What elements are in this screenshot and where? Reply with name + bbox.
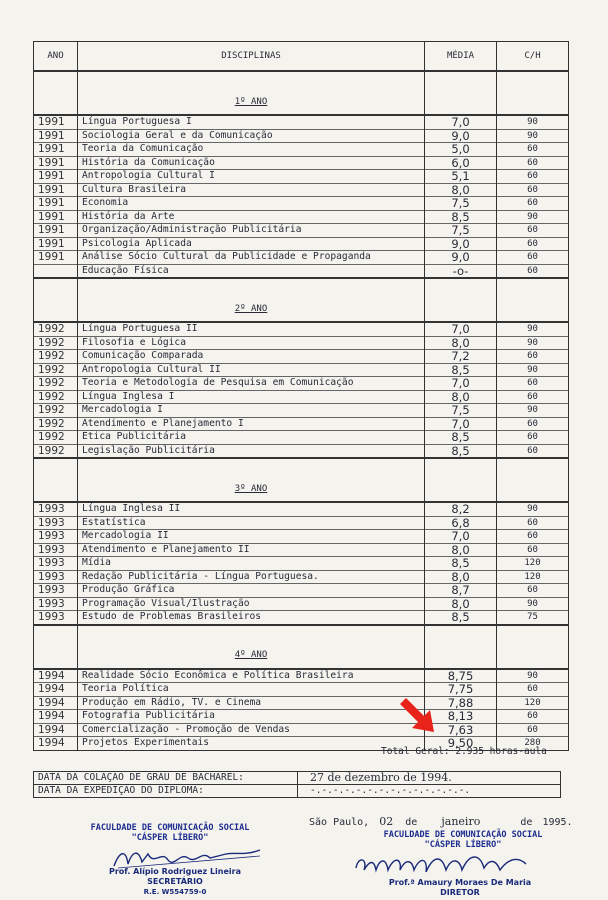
- row-subject: Produção em Rádio, TV. e Cinema: [78, 696, 425, 710]
- row-year: 1992: [34, 404, 78, 418]
- row-grade: 7,0: [425, 115, 497, 129]
- row-grade: 9,0: [425, 251, 497, 265]
- row-subject: Análise Sócio Cultural da Publicidade e Propaganda: [78, 251, 425, 265]
- row-subject: Psicologia Aplicada: [78, 237, 425, 251]
- table-row: [34, 156, 569, 170]
- left-stamp: [70, 823, 270, 843]
- row-hours: 280: [497, 737, 569, 751]
- row-hours: 60: [497, 431, 569, 445]
- row-hours: 60: [497, 264, 569, 278]
- row-grade: 8,2: [425, 502, 497, 516]
- row-subject: Mídia: [78, 557, 425, 571]
- row-year: 1993: [34, 611, 78, 625]
- table-row: [34, 683, 569, 697]
- row-grade: 8,0: [425, 597, 497, 611]
- row-hours: 60: [497, 683, 569, 697]
- row-subject: Estatística: [78, 516, 425, 530]
- table-row: [34, 530, 569, 544]
- row-grade: 8,0: [425, 390, 497, 404]
- section-title: 2º ANO: [78, 278, 425, 322]
- row-grade: 8,75: [425, 669, 497, 683]
- row-year: 1991: [34, 129, 78, 143]
- right-signer-role: DIRETOR: [440, 888, 480, 897]
- row-year: 1993: [34, 530, 78, 544]
- row-year: 1993: [34, 502, 78, 516]
- row-subject: Educação Física: [78, 264, 425, 278]
- row-grade: 8,5: [425, 444, 497, 458]
- table-row: [34, 129, 569, 143]
- row-year: 1993: [34, 597, 78, 611]
- row-grade: 9,50: [425, 737, 497, 751]
- row-hours: 120: [497, 570, 569, 584]
- right-signature: [350, 850, 550, 880]
- section-grade-cell: [425, 458, 497, 502]
- row-year: 1994: [34, 696, 78, 710]
- row-year: 1992: [34, 350, 78, 364]
- row-hours: 120: [497, 696, 569, 710]
- section-grade-cell: [425, 278, 497, 322]
- section-hours-cell: [497, 625, 569, 669]
- row-subject: Teoria e Metodologia de Pesquisa em Comunicação: [78, 377, 425, 391]
- left-stamp-line1: FACULDADE DE COMUNICAÇÃO SOCIAL: [90, 823, 250, 833]
- section-year-cell: [34, 71, 78, 115]
- place-de2: de: [520, 817, 533, 828]
- row-subject: Mercadologia I: [78, 404, 425, 418]
- row-subject: Teoria Política: [78, 683, 425, 697]
- row-subject: Atendimento e Planejamento II: [78, 543, 425, 557]
- left-stamp-line2: "CÁSPER LÍBERO": [131, 833, 209, 843]
- row-year: 1991: [34, 170, 78, 184]
- row-subject: Língua Inglesa I: [78, 390, 425, 404]
- row-grade: 8,13: [425, 710, 497, 724]
- row-hours: 60: [497, 417, 569, 431]
- right-stamp-line1: FACULDADE DE COMUNICAÇÃO SOCIAL: [383, 830, 543, 840]
- row-hours: 60: [497, 377, 569, 391]
- row-year: 1993: [34, 557, 78, 571]
- row-subject: Produção Gráfica: [78, 584, 425, 598]
- table-row: [34, 723, 569, 737]
- table-row: [34, 710, 569, 724]
- row-grade: 7,5: [425, 197, 497, 211]
- row-grade: 5,0: [425, 143, 497, 157]
- row-hours: 60: [497, 237, 569, 251]
- row-subject: Organização/Administração Publicitária: [78, 224, 425, 238]
- table-row: [34, 377, 569, 391]
- row-subject: Sociologia Geral e da Comunicação: [78, 129, 425, 143]
- row-hours: 120: [497, 557, 569, 571]
- row-subject: Economia: [78, 197, 425, 211]
- row-hours: 90: [497, 404, 569, 418]
- header-year: ANO: [34, 42, 78, 72]
- row-year: 1991: [34, 183, 78, 197]
- row-year: 1994: [34, 737, 78, 751]
- row-grade: 7,63: [425, 723, 497, 737]
- section-header-row: [34, 458, 569, 502]
- row-grade: 7,0: [425, 530, 497, 544]
- row-hours: 60: [497, 390, 569, 404]
- row-grade: 7,0: [425, 417, 497, 431]
- row-grade: 7,0: [425, 377, 497, 391]
- table-row: [34, 696, 569, 710]
- place-year: 1995.: [542, 817, 573, 828]
- table-row: [34, 390, 569, 404]
- table-row: [34, 210, 569, 224]
- table-row: [34, 264, 569, 278]
- row-grade: 7,88: [425, 696, 497, 710]
- row-subject: Estudo de Problemas Brasileiros: [78, 611, 425, 625]
- table-row: [34, 611, 569, 625]
- row-hours: 60: [497, 350, 569, 364]
- graduation-date-row: [34, 772, 561, 785]
- table-row: [34, 570, 569, 584]
- row-hours: 60: [497, 224, 569, 238]
- section-year-cell: [34, 625, 78, 669]
- row-hours: 90: [497, 210, 569, 224]
- row-grade: 7,0: [425, 322, 497, 336]
- section-header-row: [34, 71, 569, 115]
- row-year: 1991: [34, 251, 78, 265]
- header-hours: C/H: [497, 42, 569, 72]
- row-year: 1991: [34, 115, 78, 129]
- row-hours: 60: [497, 530, 569, 544]
- section-title: 1º ANO: [78, 71, 425, 115]
- row-year: 1994: [34, 723, 78, 737]
- row-subject: História da Arte: [78, 210, 425, 224]
- row-hours: 90: [497, 115, 569, 129]
- left-signer-role: SECRETÁRIO: [147, 877, 203, 886]
- section-hours-cell: [497, 278, 569, 322]
- row-grade: 8,7: [425, 584, 497, 598]
- header-subject: DISCIPLINAS: [78, 42, 425, 72]
- table-row: [34, 502, 569, 516]
- table-row: [34, 444, 569, 458]
- table-row: [34, 322, 569, 336]
- dates-table: [33, 771, 561, 798]
- row-year: 1994: [34, 669, 78, 683]
- table-row: [34, 404, 569, 418]
- place-day: 02: [379, 815, 394, 828]
- row-year: 1994: [34, 710, 78, 724]
- table-row: [34, 183, 569, 197]
- row-year: 1991: [34, 224, 78, 238]
- row-year: 1993: [34, 516, 78, 530]
- left-signer: [75, 867, 275, 897]
- section-header-row: [34, 278, 569, 322]
- row-hours: 60: [497, 723, 569, 737]
- row-hours: 60: [497, 156, 569, 170]
- right-stamp: [363, 830, 563, 850]
- table-row: [34, 543, 569, 557]
- row-year: 1992: [34, 431, 78, 445]
- row-year: 1992: [34, 377, 78, 391]
- right-signer: [360, 878, 560, 898]
- diploma-date-value: -.-.-.-.-.-.-.-.-.-.-.-.-.-.: [298, 785, 561, 798]
- row-year: 1992: [34, 417, 78, 431]
- row-grade: 8,0: [425, 543, 497, 557]
- table-row: [34, 237, 569, 251]
- table-row: [34, 584, 569, 598]
- row-grade: 8,0: [425, 336, 497, 350]
- place-de1: de: [405, 817, 418, 828]
- header-grade: MÉDIA: [425, 42, 497, 72]
- row-subject: Língua Inglesa II: [78, 502, 425, 516]
- diploma-date-label: DATA DA EXPEDIÇÃO DO DIPLOMA:: [34, 785, 298, 798]
- place-date: [309, 815, 573, 828]
- row-hours: 90: [497, 129, 569, 143]
- row-year: 1991: [34, 156, 78, 170]
- table-row: [34, 417, 569, 431]
- row-hours: 90: [497, 363, 569, 377]
- row-grade: 8,5: [425, 210, 497, 224]
- row-year: 1993: [34, 543, 78, 557]
- row-grade: 8,5: [425, 611, 497, 625]
- section-grade-cell: [425, 625, 497, 669]
- row-subject: Projetos Experimentais: [78, 737, 425, 751]
- row-hours: 90: [497, 502, 569, 516]
- row-hours: 60: [497, 197, 569, 211]
- section-year-cell: [34, 278, 78, 322]
- table-row: [34, 197, 569, 211]
- row-hours: 60: [497, 584, 569, 598]
- row-subject: Antropologia Cultural II: [78, 363, 425, 377]
- row-year: 1991: [34, 237, 78, 251]
- row-grade: -o-: [425, 264, 497, 278]
- row-grade: 9,0: [425, 237, 497, 251]
- table-header-row: [34, 42, 569, 72]
- section-title: 3º ANO: [78, 458, 425, 502]
- row-subject: Língua Portuguesa I: [78, 115, 425, 129]
- row-year: 1994: [34, 683, 78, 697]
- diploma-date-row: [34, 785, 561, 798]
- row-subject: Teoria da Comunicação: [78, 143, 425, 157]
- graduation-date-value: 27 de dezembro de 1994.: [298, 772, 561, 785]
- row-grade: 8,0: [425, 183, 497, 197]
- row-hours: 90: [497, 322, 569, 336]
- right-stamp-line2: "CÁSPER LÍBERO": [424, 840, 502, 850]
- row-grade: 6,8: [425, 516, 497, 530]
- table-body: [34, 71, 569, 750]
- row-hours: 60: [497, 170, 569, 184]
- table-row: [34, 669, 569, 683]
- left-signer-id: R.E. W554759-0: [143, 888, 207, 896]
- row-hours: 60: [497, 183, 569, 197]
- row-subject: Redação Publicitária - Língua Portuguesa.: [78, 570, 425, 584]
- row-subject: Cultura Brasileira: [78, 183, 425, 197]
- row-grade: 9,0: [425, 129, 497, 143]
- section-hours-cell: [497, 458, 569, 502]
- table-row: [34, 170, 569, 184]
- row-grade: 8,0: [425, 570, 497, 584]
- row-subject: História da Comunicação: [78, 156, 425, 170]
- row-hours: 60: [497, 444, 569, 458]
- row-hours: 60: [497, 710, 569, 724]
- row-year: 1993: [34, 570, 78, 584]
- row-grade: 7,2: [425, 350, 497, 364]
- row-subject: Atendimento e Planejamento I: [78, 417, 425, 431]
- row-hours: 60: [497, 143, 569, 157]
- row-year: [34, 264, 78, 278]
- total-hours: Total Geral: 2.935 horas-aula: [381, 746, 547, 757]
- section-title: 4º ANO: [78, 625, 425, 669]
- section-grade-cell: [425, 71, 497, 115]
- row-year: 1992: [34, 322, 78, 336]
- row-hours: 60: [497, 543, 569, 557]
- table-row: [34, 336, 569, 350]
- row-year: 1992: [34, 444, 78, 458]
- row-year: 1992: [34, 390, 78, 404]
- section-hours-cell: [497, 71, 569, 115]
- red-arrow-icon: [398, 696, 438, 734]
- row-subject: Comunicação Comparada: [78, 350, 425, 364]
- row-subject: Filosofia e Lógica: [78, 336, 425, 350]
- table-row: [34, 251, 569, 265]
- row-hours: 90: [497, 669, 569, 683]
- row-subject: Mercadologia II: [78, 530, 425, 544]
- right-signer-name: Prof.ª Amaury Moraes De Maria: [388, 878, 532, 887]
- row-subject: Programação Visual/Ilustração: [78, 597, 425, 611]
- section-year-cell: [34, 458, 78, 502]
- table-row: [34, 431, 569, 445]
- place-month: janeiro: [441, 815, 481, 828]
- grades-table: [33, 41, 569, 751]
- row-grade: 7,75: [425, 683, 497, 697]
- row-grade: 6,0: [425, 156, 497, 170]
- graduation-date-label: DATA DA COLAÇÃO DE GRAU DE BACHAREL:: [34, 772, 298, 785]
- row-grade: 8,5: [425, 363, 497, 377]
- row-year: 1991: [34, 143, 78, 157]
- row-grade: 8,5: [425, 431, 497, 445]
- row-grade: 5,1: [425, 170, 497, 184]
- row-grade: 7,5: [425, 404, 497, 418]
- table-row: [34, 115, 569, 129]
- row-year: 1991: [34, 210, 78, 224]
- row-year: 1991: [34, 197, 78, 211]
- row-hours: 75: [497, 611, 569, 625]
- row-hours: 60: [497, 516, 569, 530]
- table-row: [34, 363, 569, 377]
- table-row: [34, 597, 569, 611]
- left-signer-name: Prof. Alípio Rodriguez Lineira: [108, 867, 241, 876]
- row-hours: 90: [497, 336, 569, 350]
- row-subject: Legislação Publicitária: [78, 444, 425, 458]
- table-row: [34, 224, 569, 238]
- place-city: São Paulo,: [309, 817, 370, 828]
- table-row: [34, 557, 569, 571]
- section-header-row: [34, 625, 569, 669]
- row-year: 1992: [34, 363, 78, 377]
- row-grade: 7,5: [425, 224, 497, 238]
- row-grade: 8,5: [425, 557, 497, 571]
- table-row: [34, 143, 569, 157]
- row-hours: 60: [497, 251, 569, 265]
- table-row: [34, 516, 569, 530]
- row-subject: Antropologia Cultural I: [78, 170, 425, 184]
- row-hours: 90: [497, 597, 569, 611]
- row-subject: Realidade Sócio Econômica e Política Brasileira: [78, 669, 425, 683]
- row-subject: Ética Publicitária: [78, 431, 425, 445]
- row-subject: Comercialização - Promoção de Vendas: [78, 723, 425, 737]
- row-subject: Fotografia Publicitária: [78, 710, 425, 724]
- row-subject: Língua Portuguesa II: [78, 322, 425, 336]
- row-year: 1993: [34, 584, 78, 598]
- table-row: [34, 350, 569, 364]
- row-year: 1992: [34, 336, 78, 350]
